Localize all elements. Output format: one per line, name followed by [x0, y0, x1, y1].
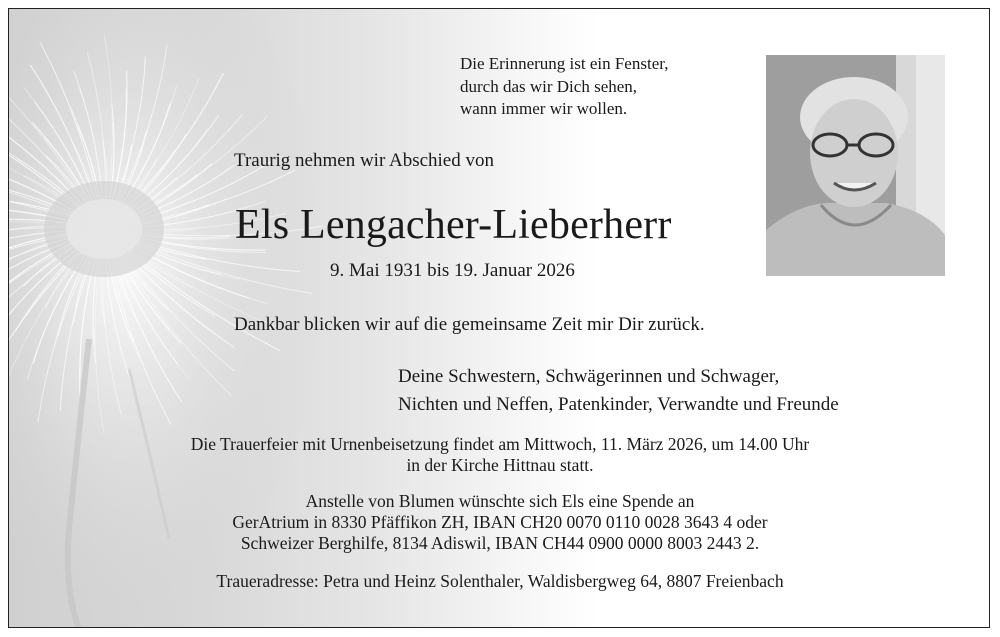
ceremony-line: Die Trauerfeier mit Urnenbeisetzung findet am Mittwoch, 11. März 2026, um 14.00 Uhr	[190, 434, 810, 454]
quote-line: durch das wir Dich sehen,	[460, 76, 638, 96]
thanks-text: Dankbar blicken wir auf die gemeinsame Zeit mir Dir zurück.	[234, 314, 705, 335]
donation-line: Anstelle von Blumen wünschte sich Els eine Spende an	[305, 491, 695, 511]
family-line: Deine Schwestern, Schwägerinnen und Schwager,	[398, 366, 780, 387]
portrait-photo	[766, 55, 945, 276]
ceremony-line: in der Kirche Hittnau statt.	[406, 455, 594, 475]
family-line: Nichten und Neffen, Patenkinder, Verwandte und Freunde	[398, 394, 839, 415]
donation-line: GerAtrium in 8330 Pfäffikon ZH, IBAN CH20 0070 0110 0028 3643 4 oder	[232, 512, 768, 532]
memorial-quote	[460, 53, 668, 121]
notice-frame	[8, 8, 990, 628]
deceased-name: Els Lengacher-Lieberherr	[235, 202, 672, 248]
intro-text: Traurig nehmen wir Abschied von	[234, 150, 494, 171]
quote-line: Die Erinnerung ist ein Fenster,	[460, 54, 669, 73]
ceremony-info	[9, 434, 990, 476]
donation-line: Schweizer Berghilfe, 8134 Adiswil, IBAN CH44 0900 0000 8003 2443 2.	[240, 533, 760, 553]
donation-info	[9, 491, 990, 554]
quote-line: wann immer wir wollen.	[460, 99, 628, 118]
mourning-address: Traueradresse: Petra und Heinz Solenthaler, Waldisbergweg 64, 8807 Freienbach	[216, 571, 784, 591]
family-mourners	[398, 363, 839, 419]
life-dates: 9. Mai 1931 bis 19. Januar 2026	[330, 260, 575, 281]
